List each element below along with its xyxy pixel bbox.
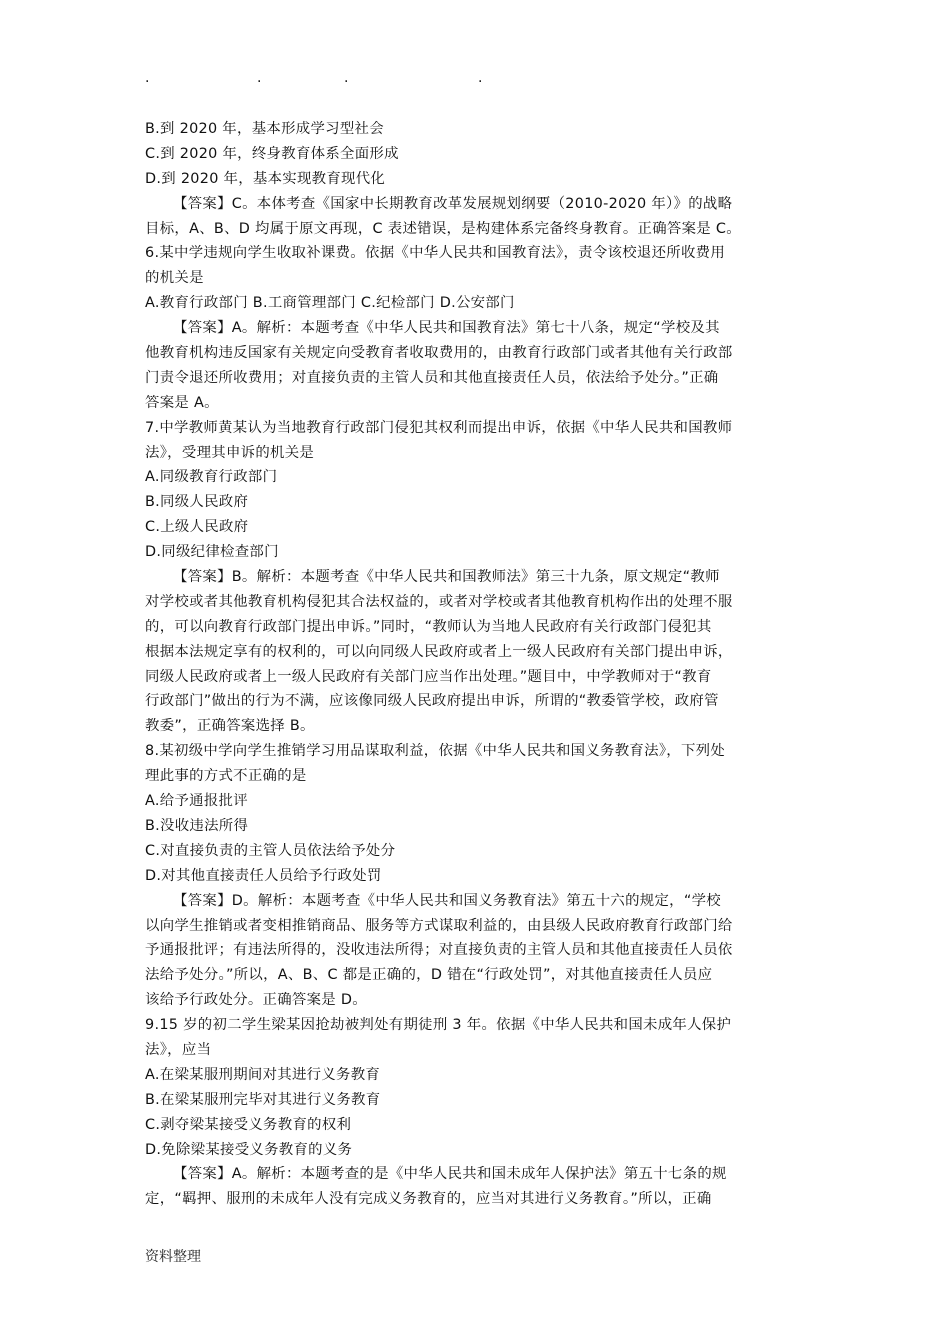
option-line: D.免除梁某接受义务教育的义务 [145, 1141, 353, 1158]
option-line: D.到 2020 年，基本实现教育现代化 [145, 170, 386, 187]
answer-line: 目标，A、B、D 均属于原文再现，C 表述错误，是构建体系完备终身教育。正确答案是 C。 [145, 220, 741, 237]
question-line: 7.中学教师黄某认为当地教育行政部门侵犯其权利而提出申诉，依据《中华人民共和国教师 [145, 419, 733, 436]
header-dot: . [257, 70, 262, 86]
answer-line: 行政部门”做出的行为不满，应该像同级人民政府提出申诉，所谓的“教委管学校，政府管 [145, 693, 719, 710]
option-line: D.同级纪律检查部门 [145, 544, 279, 561]
answer-line: 他教育机构违反国家有关规定向受教育者收取费用的，由教育行政部门或者其他有关行政部 [145, 345, 733, 362]
question-line: 理此事的方式不正确的是 [145, 768, 307, 785]
option-line: B.同级人民政府 [145, 494, 249, 511]
answer-line: 【答案】C。本体考查《国家中长期教育改革发展规划纲要（2010-2020 年）》的战略 [173, 195, 733, 212]
option-line: C.对直接负责的主管人员依法给予处分 [145, 842, 396, 859]
option-line: C.到 2020 年，终身教育体系全面形成 [145, 145, 399, 162]
answer-line: 教委”，正确答案选择 B。 [145, 718, 315, 735]
document-body [145, 117, 810, 1212]
answer-line: 【答案】B。解析：本题考查《中华人民共和国教师法》第三十九条，原文规定“教师 [173, 569, 720, 586]
option-line: B.到 2020 年，基本形成学习型社会 [145, 121, 384, 137]
header-dots [145, 70, 545, 90]
answer-line: 予通报批评；有违法所得的，没收违法所得；对直接负责的主管人员和其他直接责任人员依 [145, 942, 733, 959]
answer-line: 【答案】A。解析：本题考查的是《中华人民共和国未成年人保护法》第五十七条的规 [173, 1166, 727, 1183]
answer-line: 该给予行政处分。正确答案是 D。 [145, 992, 367, 1009]
option-line: B.在梁某服刑完毕对其进行义务教育 [145, 1091, 381, 1108]
question-line: 9.15 岁的初二学生梁某因抢劫被判处有期徒刑 3 年。依据《中华人民共和国未成年人保护 [145, 1017, 732, 1034]
answer-line: 以向学生推销或者变相推销商品、服务等方式谋取利益的，由县级人民政府教育行政部门给 [145, 917, 733, 934]
option-line: B.没收违法所得 [145, 817, 249, 834]
header-dot: . [145, 70, 150, 86]
header-dot: . [344, 70, 349, 86]
answer-line: 答案是 A。 [145, 394, 219, 411]
option-line: C.上级人民政府 [145, 519, 249, 536]
option-line: A.在梁某服刑期间对其进行义务教育 [145, 1066, 381, 1083]
option-line: A.教育行政部门 B.工商管理部门 C.纪检部门 D.公安部门 [145, 295, 515, 312]
answer-line: 门责令退还所收费用；对直接负责的主管人员和其他直接责任人员，依法给予处分。”正确 [145, 369, 719, 386]
answer-line: 【答案】D。解析：本题考查《中华人民共和国义务教育法》第五十六的规定，“学校 [173, 892, 722, 909]
question-line: 8.某初级中学向学生推销学习用品谋取利益，依据《中华人民共和国义务教育法》，下列处 [145, 743, 726, 760]
option-line: A.同级教育行政部门 [145, 469, 278, 486]
answer-line: 法给予处分。”所以，A、B、C 都是正确的，D 错在“行政处罚”，对其他直接责任人员应 [145, 967, 713, 984]
header-dot: . [478, 70, 483, 86]
question-line: 法》，应当 [145, 1041, 212, 1058]
option-line: D.对其他直接责任人员给予行政处罚 [145, 867, 382, 884]
question-line: 的机关是 [145, 270, 204, 287]
page-footer: 资料整理 [145, 1249, 201, 1265]
answer-line: 根据本法规定享有的权利的，可以向同级人民政府或者上一级人民政府有关部门提出申诉， [145, 643, 733, 660]
answer-line: 对学校或者其他教育机构侵犯其合法权益的，或者对学校或者其他教育机构作出的处理不服 [145, 593, 733, 610]
question-line: 6.某中学违规向学生收取补课费。依据《中华人民共和国教育法》，责令该校退还所收费用 [145, 245, 726, 262]
answer-line: 【答案】A。解析：本题考查《中华人民共和国教育法》第七十八条，规定“学校及其 [173, 320, 720, 337]
answer-line: 定，“羁押、服刑的未成年人没有完成义务教育的，应当对其进行义务教育。”所以，正确 [145, 1191, 712, 1208]
question-line: 法》，受理其申诉的机关是 [145, 444, 315, 461]
option-line: A.给予通报批评 [145, 793, 248, 810]
option-line: C.剥夺梁某接受义务教育的权利 [145, 1116, 352, 1133]
answer-line: 同级人民政府或者上一级人民政府有关部门应当作出处理。”题目中，中学教师对于“教育 [145, 668, 712, 685]
answer-line: 的，可以向教育行政部门提出申诉。”同时，“教师认为当地人民政府有关行政部门侵犯其 [145, 618, 712, 635]
